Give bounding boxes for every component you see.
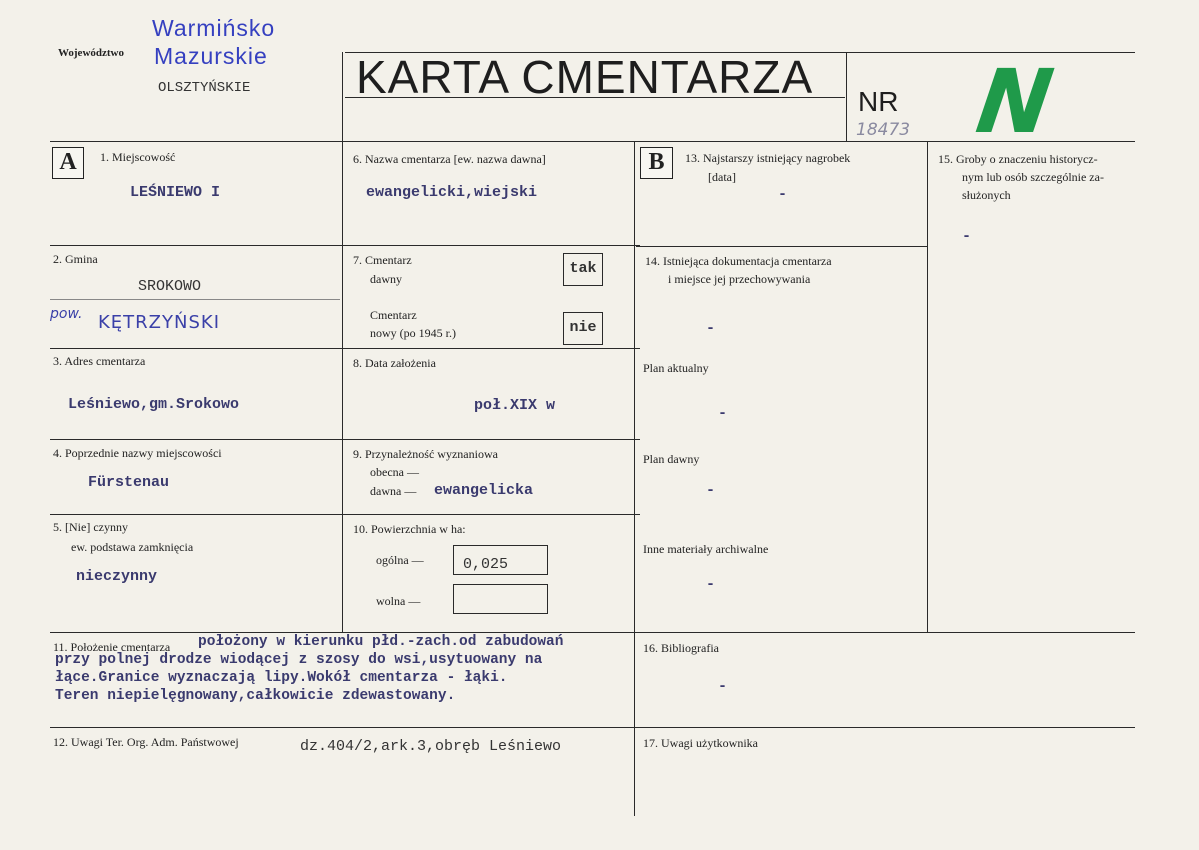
rule-a-4: [50, 514, 640, 515]
field-5-label-2: ew. podstawa zamknięcia: [71, 540, 194, 554]
voivodeship-stamp-line1: Warmińsko: [152, 15, 276, 41]
field-9-dawna-value: ewangelicka: [434, 482, 534, 499]
section-b-letter: B: [640, 147, 673, 179]
old-region-name: OLSZTYŃSKIE: [158, 80, 251, 96]
field-14-label-2: i miejsce jej przechowywania: [668, 272, 811, 286]
rule-col1: [342, 52, 343, 632]
field-5-label-1: 5. [Nie] czynny: [53, 520, 128, 534]
field-16-value: -: [718, 678, 728, 695]
plan-aktualny-value: -: [718, 405, 728, 422]
field-4-label: 4. Poprzednie nazwy miejscowości: [53, 446, 222, 460]
card-title: KARTA CMENTARZA: [356, 51, 814, 103]
rule-col3: [927, 141, 928, 632]
field-10-ogolna-value: 0,025: [463, 556, 509, 573]
field-16-label: 16. Bibliografia: [643, 641, 719, 655]
field-6-label: 6. Nazwa cmentarza [ew. nazwa dawna]: [353, 152, 546, 166]
field-15-value: -: [962, 228, 972, 245]
field-12-label: 12. Uwagi Ter. Org. Adm. Państwowej: [53, 735, 239, 749]
field-17-label: 17. Uwagi użytkownika: [643, 736, 758, 750]
inne-materialy-value: -: [706, 576, 716, 593]
rule-mid-bottom: [50, 632, 1135, 633]
rule-a-2: [50, 348, 640, 349]
field-11-line-3: łące.Granice wyznaczają lipy.Wokół cmentarza - łąki.: [55, 670, 508, 686]
field-3-label: 3. Adres cmentarza: [53, 354, 146, 368]
plan-dawny-label: Plan dawny: [643, 452, 700, 466]
field-7-nowy-label-1: Cmentarz: [370, 308, 417, 322]
field-11-line-1: położony w kierunku płd.-zach.od zabudowań: [198, 634, 564, 650]
field-9-obecna-label: obecna —: [370, 465, 419, 479]
field-2-label: 2. Gmina: [53, 252, 98, 266]
field-2-value: SROKOWO: [138, 278, 202, 295]
field-14-value: -: [706, 320, 716, 337]
field-7-label-2: dawny: [370, 272, 402, 286]
field-8-value: poł.XIX w: [474, 397, 556, 414]
field-4-value: Fürstenau: [88, 474, 170, 491]
field-13-value: -: [778, 186, 788, 203]
voivodeship-stamp-line2: Mazurskie: [154, 43, 268, 69]
field-2-pow-prefix: pow.: [50, 306, 83, 322]
inne-materialy-label: Inne materiały archiwalne: [643, 542, 769, 556]
field-8-label: 8. Data założenia: [353, 356, 436, 370]
nr-value: 18473: [856, 120, 911, 140]
wojewodztwo-label: Województwo: [58, 47, 124, 59]
field-15-label-2: nym lub osób szczególnie za-: [962, 170, 1104, 184]
rule-a-gmina: [50, 299, 340, 300]
field-11-line-4: Teren niepielęgnowany,całkowicie zdewastowany.: [55, 688, 456, 704]
field-15-label-1: 15. Groby o znaczeniu historycz-: [938, 152, 1098, 166]
rule-col2: [634, 141, 635, 816]
field-15-label-3: służonych: [962, 188, 1011, 202]
field-10-wolna-box: [453, 584, 548, 614]
field-3-value: Leśniewo,gm.Srokowo: [68, 396, 240, 413]
rule-a-1: [50, 245, 640, 246]
field-5-value: nieczynny: [76, 568, 158, 585]
field-2-pow-value: KĘTRZYŃSKI: [98, 312, 221, 333]
field-14-label-1: 14. Istniejąca dokumentacja cmentarza: [645, 254, 832, 268]
field-7-dawny-box: tak: [563, 253, 603, 286]
field-7-nowy-box: nie: [563, 312, 603, 345]
rule-b-13: [636, 246, 928, 247]
big-mark-n: N: [970, 50, 1059, 153]
field-9-label: 9. Przynależność wyznaniowa: [353, 447, 498, 461]
field-1-label: 1. Miejscowość: [100, 150, 176, 164]
field-7-label-1: 7. Cmentarz: [353, 253, 412, 267]
field-7-nowy-label-2: nowy (po 1945 r.): [370, 326, 456, 340]
field-12-value: dz.404/2,ark.3,obręb Leśniewo: [300, 738, 562, 755]
plan-aktualny-label: Plan aktualny: [643, 361, 709, 375]
nr-label: NR: [858, 86, 899, 117]
plan-dawny-value: -: [706, 482, 716, 499]
field-10-label: 10. Powierzchnia w ha:: [353, 522, 466, 536]
field-13-label-1: 13. Najstarszy istniejący nagrobek: [685, 151, 851, 165]
field-11-line-2: przy polnej drodze wiodącej z szosy do wsi,usytuowany na: [55, 652, 543, 668]
field-9-dawna-label: dawna —: [370, 484, 417, 498]
field-11-label: 11. Położenie cmentarza: [53, 640, 171, 654]
field-10-ogolna-label: ogólna —: [376, 553, 424, 567]
field-13-label-2: [data]: [708, 170, 736, 184]
section-a-letter: A: [52, 147, 84, 179]
field-1-value: LEŚNIEWO I: [130, 184, 221, 201]
field-6-value: ewangelicki,wiejski: [366, 184, 538, 201]
rule-11-bottom: [50, 727, 1135, 728]
field-10-wolna-label: wolna —: [376, 594, 421, 608]
rule-nr-left: [846, 52, 847, 141]
rule-a-3: [50, 439, 640, 440]
